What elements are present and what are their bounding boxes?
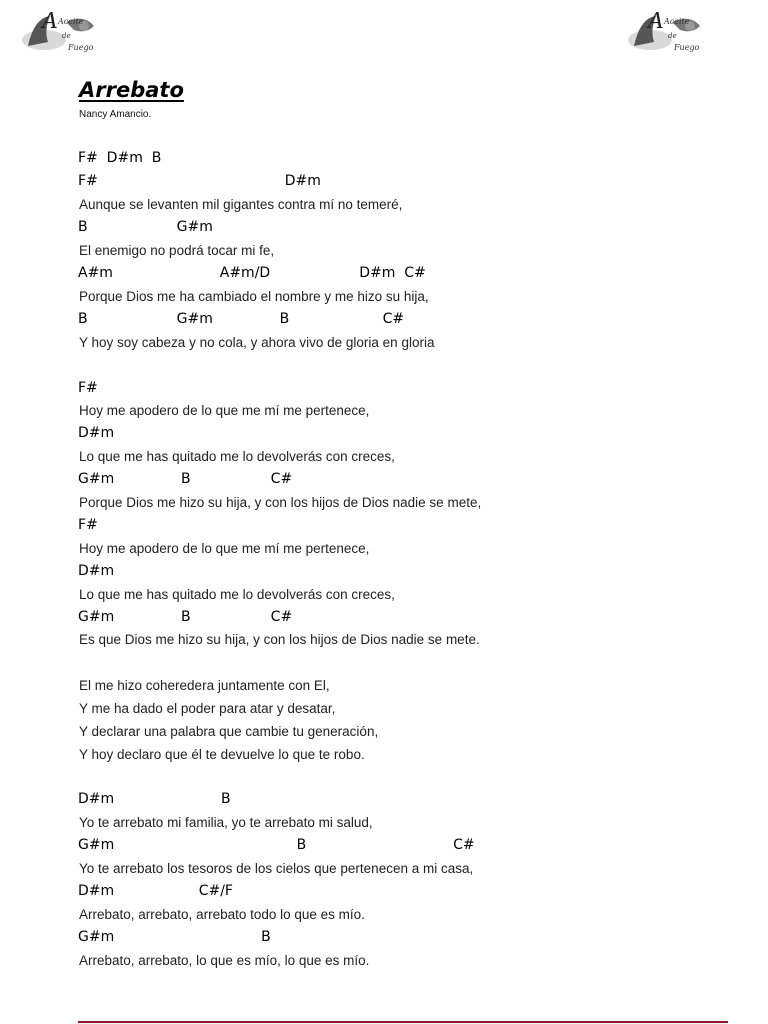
chord-line: G#m B: [78, 929, 271, 945]
svg-text:Fuego: Fuego: [674, 43, 700, 52]
lyric-line: Arrebato, arrebato, lo que es mío, lo que es mío.: [79, 953, 370, 968]
logo-left: [14, 12, 100, 56]
song-author: Nancy Amancio.: [79, 109, 152, 120]
chord-line: B G#m B C#: [78, 311, 405, 327]
lyric-line: Porque Dios me hizo su hija, y con los hijos de Dios nadie se mete,: [79, 495, 482, 510]
lyric-line: El enemigo no podrá tocar mi fe,: [79, 243, 275, 258]
chord-line: G#m B C#: [78, 609, 293, 625]
lyric-line: El me hizo coheredera juntamente con El,: [79, 678, 330, 693]
lyric-line: Arrebato, arrebato, arrebato todo lo que es mío.: [79, 907, 365, 922]
chord-line: D#m B: [78, 791, 231, 807]
footer-divider: [78, 1021, 728, 1023]
lyric-line: Hoy me apodero de lo que me mí me pertenece,: [79, 541, 370, 556]
aceite-de-fuego-logo-icon: [14, 12, 100, 56]
chord-line: G#m B C#: [78, 837, 475, 853]
chord-line: F# D#m B: [78, 150, 162, 166]
chord-line: F#: [78, 380, 98, 396]
chord-line: G#m B C#: [78, 471, 293, 487]
chord-line: B G#m: [78, 219, 213, 235]
lyric-line: Hoy me apodero de lo que me mí me pertenece,: [79, 403, 370, 418]
chord-line: A#m A#m/D D#m C#: [78, 265, 426, 281]
lyric-line: Es que Dios me hizo su hija, y con los hijos de Dios nadie se mete.: [79, 632, 480, 647]
chord-line: D#m: [78, 563, 115, 579]
svg-text:Aceite: Aceite: [58, 17, 84, 26]
lyric-line: Yo te arrebato mi familia, yo te arrebato mi salud,: [79, 815, 373, 830]
svg-text:Aceite: Aceite: [664, 17, 690, 26]
svg-text:Fuego: Fuego: [68, 43, 94, 52]
chord-line: F# D#m: [78, 173, 321, 189]
lyric-line: Y me ha dado el poder para atar y desatar,: [79, 701, 336, 716]
svg-text:de: de: [62, 32, 71, 40]
lyric-line: Porque Dios me ha cambiado el nombre y me hizo su hija,: [79, 289, 429, 304]
svg-text:A: A: [648, 12, 664, 34]
lyric-line: Y declarar una palabra que cambie tu generación,: [79, 724, 379, 739]
lyric-line: Aunque se levanten mil gigantes contra mí no temeré,: [79, 197, 403, 212]
logo-right: [620, 12, 706, 56]
svg-text:de: de: [668, 32, 677, 40]
svg-text:A: A: [42, 12, 58, 34]
lyric-line: Yo te arrebato los tesoros de los cielos que pertenecen a mi casa,: [79, 861, 474, 876]
lyric-line: Y hoy declaro que él te devuelve lo que te robo.: [79, 747, 365, 762]
lyric-line: Lo que me has quitado me lo devolverás con creces,: [79, 449, 395, 464]
song-title: Arrebato: [79, 78, 184, 102]
chord-line: D#m C#/F: [78, 883, 233, 899]
chord-line: D#m: [78, 425, 115, 441]
chord-line: F#: [78, 517, 98, 533]
lyric-line: Y hoy soy cabeza y no cola, y ahora vivo de gloria en gloria: [79, 335, 435, 350]
lyric-line: Lo que me has quitado me lo devolverás con creces,: [79, 587, 395, 602]
aceite-de-fuego-logo-icon: [620, 12, 706, 56]
